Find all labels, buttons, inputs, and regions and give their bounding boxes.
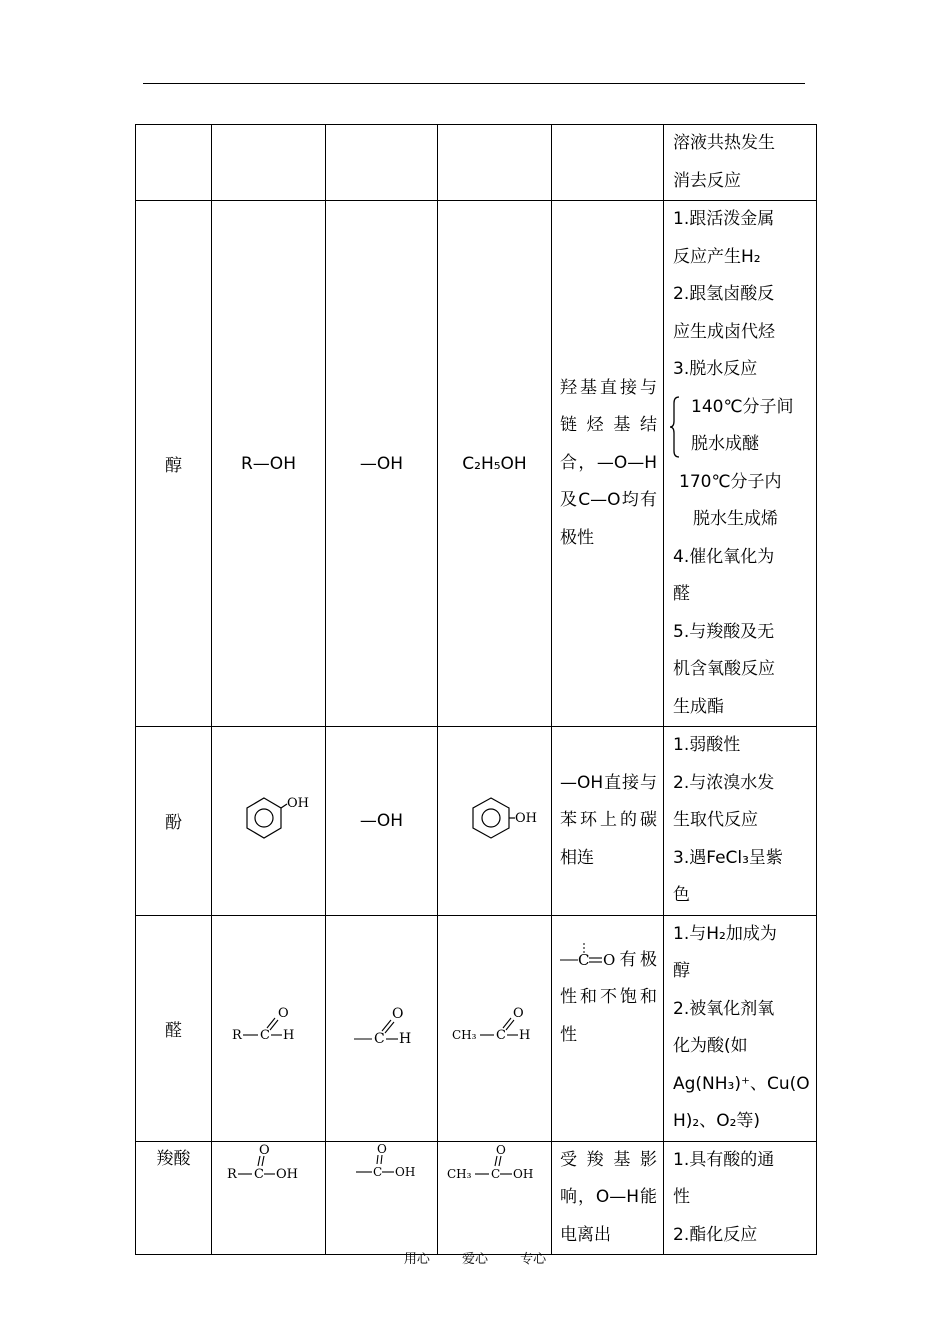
example-formula-cell: C₂H₅OH	[438, 201, 552, 727]
aldehyde-structure-icon	[224, 1001, 314, 1051]
phenol-structure-icon	[453, 793, 537, 843]
svg-text:O: O	[376, 1141, 387, 1156]
properties-cell: 1.弱酸性 2.与浓溴水发 生取代反应 3.遇FeCl₃呈紫 色	[664, 727, 817, 916]
svg-text:C: C	[253, 1166, 264, 1182]
phenol-structure-icon	[229, 793, 309, 843]
properties-cell: 1.跟活泼金属 反应产生H₂ 2.跟氢卤酸反 应生成卤代烃 3.脱水反应 140℃分子间 脱水成醚 170℃分子内 脱水生成烯 4.催化氧化为 醛 5.与羧酸及无 机含氧酸反应 生成酯	[664, 201, 817, 727]
svg-text:O: O	[495, 1142, 506, 1157]
dehydration-group: 140℃分子间 脱水成醚	[673, 389, 810, 464]
general-formula-cell	[212, 727, 326, 916]
functional-group-cell	[326, 1141, 438, 1255]
carbonyl-group-icon	[560, 941, 616, 971]
svg-text:H: H	[518, 1027, 530, 1043]
table-row-carboxylic-acid	[136, 1141, 817, 1255]
table-row-phenol	[136, 727, 817, 916]
general-formula-cell	[212, 915, 326, 1141]
svg-text:OH: OH	[394, 1164, 415, 1179]
svg-text:C: C	[372, 1164, 382, 1179]
acetaldehyde-structure-icon	[450, 1001, 540, 1051]
svg-text:OH: OH	[286, 796, 309, 812]
svg-text:C: C	[259, 1027, 270, 1043]
svg-text:H: H	[398, 1030, 411, 1047]
header-rule	[143, 83, 805, 84]
svg-text:OH: OH	[514, 811, 537, 827]
class-name-cell: 醇	[136, 201, 212, 727]
svg-text:R: R	[231, 1027, 242, 1043]
functional-group-cell	[326, 915, 438, 1141]
svg-text:O: O	[391, 1005, 403, 1022]
organic-compounds-table	[135, 124, 817, 1255]
svg-text:H: H	[282, 1027, 294, 1043]
svg-text:O: O	[512, 1005, 524, 1021]
class-name-cell: 羧酸	[136, 1141, 212, 1255]
svg-text:O: O	[277, 1005, 289, 1021]
svg-text:R: R	[226, 1166, 237, 1182]
svg-text:OH: OH	[275, 1166, 298, 1182]
curly-brace-icon	[669, 395, 681, 459]
example-formula-cell	[438, 915, 552, 1141]
svg-text:CH₃: CH₃	[446, 1166, 471, 1181]
functional-group-cell: —OH	[326, 727, 438, 916]
properties-cell: 1.具有酸的通 性 2.酯化反应	[664, 1141, 817, 1255]
table-row-aldehyde	[136, 915, 817, 1141]
svg-text:O: O	[603, 950, 616, 969]
class-name-cell: 酚	[136, 727, 212, 916]
carboxylic-acid-structure-icon	[221, 1142, 317, 1190]
svg-text:O: O	[258, 1142, 270, 1158]
general-formula-cell	[212, 1141, 326, 1255]
functional-group-cell: —OH	[326, 201, 438, 727]
svg-text:C: C	[495, 1027, 506, 1043]
general-formula-cell: R—OH	[212, 201, 326, 727]
svg-text:C: C	[373, 1030, 385, 1047]
structure-note-cell: —OH直接与苯环上的碳相连	[552, 727, 664, 916]
properties-cell: 溶液共热发生 消去反应	[664, 125, 817, 201]
acetic-acid-structure-icon	[445, 1142, 545, 1190]
svg-text:C: C	[490, 1166, 500, 1181]
carboxyl-group-icon	[342, 1142, 422, 1188]
table-row-continuation	[136, 125, 817, 201]
properties-cell: 1.与H₂加成为 醇 2.被氧化剂氧 化为酸(如 Ag(NH₃)⁺、Cu(O H)₂、O₂等)	[664, 915, 817, 1141]
example-formula-cell	[438, 727, 552, 916]
table-row-alcohol	[136, 201, 817, 727]
structure-note-cell: 羟基直接与链烃基结合，—O—H及C—O均有极性	[552, 201, 664, 727]
aldehyde-group-icon	[342, 999, 422, 1053]
structure-note-cell: C O 有极性和不饱和性	[552, 915, 664, 1141]
example-formula-cell	[438, 1141, 552, 1255]
svg-text:CH₃: CH₃	[451, 1027, 476, 1042]
svg-text:OH: OH	[512, 1166, 533, 1181]
carbonyl-group	[560, 949, 616, 971]
page-footer: 用心 爱心 专心	[403, 1252, 547, 1267]
svg-text:C: C	[578, 950, 590, 969]
structure-note-cell: 受羧基影响，O—H能电离出	[552, 1141, 664, 1255]
class-name-cell: 醛	[136, 915, 212, 1141]
